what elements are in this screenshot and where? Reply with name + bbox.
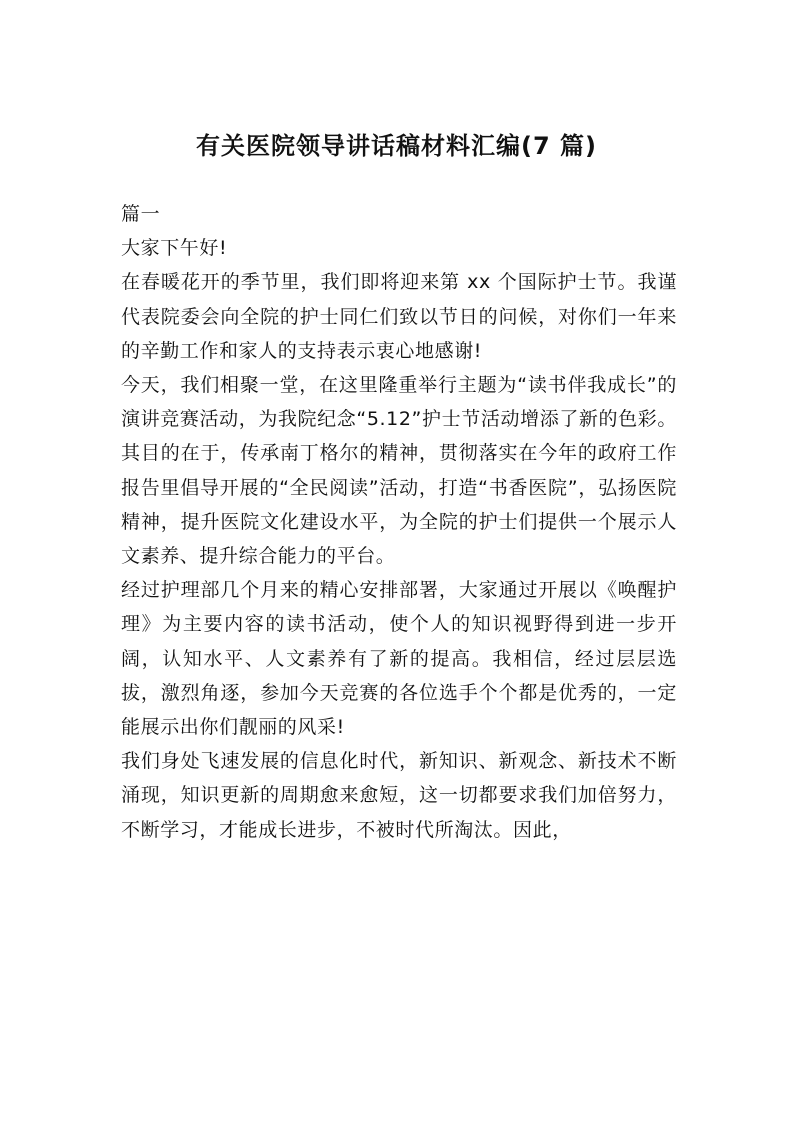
section-heading: 篇一 xyxy=(121,203,161,225)
document-title: 有关医院领导讲话稿材料汇编(7 篇) xyxy=(196,132,597,160)
document-body xyxy=(121,197,677,847)
greeting-paragraph: 大家下午好! xyxy=(121,237,228,260)
body-paragraph: 经过护理部几个月来的精心安排部署，大家通过开展以《唤醒护理》为主要内容的读书活动，使个人的知识视野得到进一步开阔，认知水平、人文素养有了新的提高。我相信，经过层层选拔，激烈角逐，参加今天竞赛的各位选手个个都是优秀的，一定能展示出你们靓丽的风采! xyxy=(121,579,677,739)
body-paragraph: 今天，我们相聚一堂，在这里隆重举行主题为“读书伴我成长”的演讲竞赛活动，为我院纪念“5.12”护士节活动增添了新的色彩。其目的在于，传承南丁格尔的精神，贯彻落实在今年的政府工作报告里倡导开展的“全民阅读”活动，打造“书香医院”，弘扬医院精神，提升医院文化建设水平，为全院的护士们提供一个展示人文素养、提升综合能力的平台。 xyxy=(121,374,677,568)
body-paragraph: 在春暖花开的季节里，我们即将迎来第 xx 个国际护士节。我谨代表院委会向全院的护士同仁们致以节日的问候，对你们一年来的辛勤工作和家人的支持表示衷心地感谢! xyxy=(121,271,677,362)
body-paragraph: 我们身处飞速发展的信息化时代，新知识、新观念、新技术不断涌现，知识更新的周期愈来愈短，这一切都要求我们加倍努力，不断学习，才能成长进步，不被时代所淘汰。因此， xyxy=(121,750,677,841)
